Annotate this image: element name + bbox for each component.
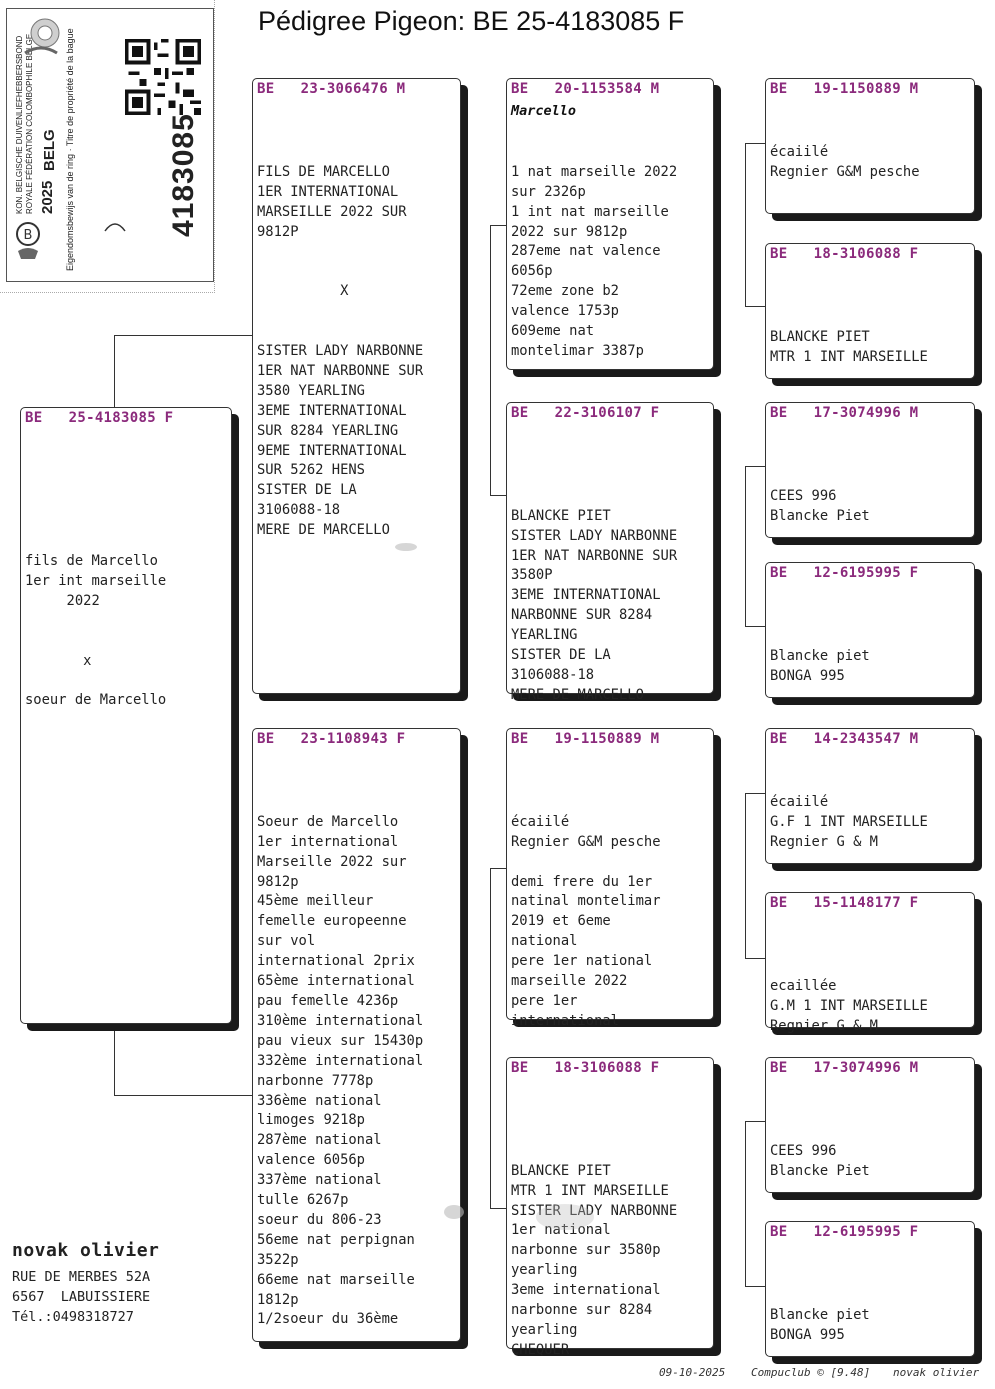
ring-year: 2025 bbox=[39, 180, 56, 214]
connector-line bbox=[745, 626, 765, 627]
federation-logo-icon bbox=[13, 219, 43, 269]
ring-number: BE 23-3066476 M bbox=[257, 81, 406, 97]
paternal-granddam-card bbox=[506, 402, 714, 703]
pigeon-notes: FILS DE MARCELLO 1ER INTERNATIONAL MARSEILLE 2022 SUR 9812P X SISTER LADY NARBONNE 1ER NAT NARBONNE SUR 3580 YEARLING 3EME INTERNATIONAL SUR 8284 YEARLING 9EME INTERNATIONAL SUR 5262 HENS SISTER DE LA 3106088-18 MERE DE MARCELLO bbox=[257, 163, 424, 539]
pigeon-name: Marcello bbox=[511, 103, 577, 119]
maternal-granddam-card bbox=[506, 1057, 714, 1358]
footer-owner: novak olivier bbox=[893, 1366, 980, 1379]
pigeon-notes: BLANCKE PIET MTR 1 INT MARSEILLE SISTER LADY NARBONNE 1er national narbonne sur 3580p yearling 3eme international narbonne sur 8284 yearling CHEQUER bbox=[511, 1162, 678, 1358]
ring-number: BE 20-1153584 M bbox=[511, 81, 660, 97]
ring-number: BE 23-1108943 F bbox=[257, 731, 406, 747]
scan-smudge bbox=[536, 1204, 594, 1230]
scan-smudge bbox=[444, 1205, 464, 1219]
print-date: 09-10-2025 bbox=[659, 1366, 726, 1379]
pigeon-notes: CEES 996 Blancke Piet bbox=[770, 1142, 870, 1179]
pigeon-notes: 1 nat marseille 2022 sur 2326p 1 int nat marseille 2022 sur 9812p 287eme nat valence 6056p 72eme zone b2 valence 1753p 609eme nat montelimar 3387p bbox=[511, 163, 678, 359]
ring-number: BE 25-4183085 F bbox=[25, 410, 174, 426]
subject-notes: fils de Marcello 1er int marseille 2022 x soeur de Marcello bbox=[25, 553, 167, 709]
great-grandparent-card bbox=[765, 562, 975, 698]
pigeon-notes: CEES 996 Blancke Piet bbox=[770, 487, 870, 524]
connector-line bbox=[490, 868, 506, 869]
owner-address: RUE DE MERBES 52A 6567 LABUISSIERE Tél.:0498318727 bbox=[12, 1269, 151, 1325]
pigeon-notes: écaiilé Regnier G&M pesche bbox=[770, 143, 920, 180]
dam-card bbox=[252, 728, 461, 1342]
connector-line bbox=[490, 495, 506, 496]
paternal-grandsire-card bbox=[506, 78, 714, 370]
pigeon-notes: Blancke piet BONGA 995 bbox=[770, 1306, 870, 1343]
qr-code-icon bbox=[125, 39, 201, 115]
connector-line bbox=[490, 225, 491, 495]
pigeon-notes: ecaillée G.M 1 INT MARSEILLE Regnier G & M bbox=[770, 977, 928, 1034]
connector-line bbox=[114, 1023, 115, 1096]
ring-number: BE 14-2343547 M bbox=[770, 731, 919, 747]
connector-line bbox=[490, 868, 491, 1208]
connector-line bbox=[745, 466, 746, 626]
connector-line bbox=[745, 143, 746, 306]
pigeon-notes: BLANCKE PIET SISTER LADY NARBONNE 1ER NAT NARBONNE SUR 3580P 3EME INTERNATIONAL NARBONNE SUR 8284 YEARLING SISTER DE LA 3106088-18 MERE DE MARCELLO bbox=[511, 507, 678, 703]
pigeon-notes: BLANCKE PIET MTR 1 INT MARSEILLE bbox=[770, 328, 928, 365]
ring-number: BE 22-3106107 F bbox=[511, 405, 660, 421]
ring-number: BE 12-6195995 F bbox=[770, 565, 919, 581]
ring-number: BE 19-1150889 M bbox=[770, 81, 919, 97]
great-grandparent-card bbox=[765, 1221, 975, 1357]
connector-line bbox=[745, 1121, 746, 1286]
connector-line bbox=[745, 143, 765, 144]
page-title: Pédigree Pigeon: BE 25-4183085 F bbox=[258, 6, 685, 36]
connector-line bbox=[745, 466, 765, 467]
ring-number: BE 18-3106088 F bbox=[770, 246, 919, 262]
subject-pigeon-card bbox=[20, 407, 232, 1024]
pigeon-notes: Soeur de Marcello 1er international Marseille 2022 sur 9812p 45ème meilleur femelle europeenne sur vol international 2prix 65ème international pau femelle 4236p 310ème international pau vieux sur 15430p 332ème international narbonne 7778p 336ème national limoges 9218p 287ème national valence 6056p 337ème national tulle 6267p soeur du 806-23 56eme nat perpignan 3522p 66eme nat marseille 1812p 1/2soeur du 36ème bbox=[257, 813, 424, 1328]
ring-number: BE 12-6195995 F bbox=[770, 1224, 919, 1240]
connector-line bbox=[114, 335, 252, 336]
pigeon-notes: Blancke piet BONGA 995 bbox=[770, 647, 870, 684]
connector-line bbox=[490, 1208, 506, 1209]
ring-number: BE 18-3106088 F bbox=[511, 1060, 660, 1076]
ring-number: 4183085 bbox=[167, 113, 200, 237]
federation-line1: KON. BELGISCHE DUIVENLIEFHEBBERSBOND bbox=[15, 35, 24, 214]
ring-number: BE 17-3074996 M bbox=[770, 405, 919, 421]
ring-emblem-icon bbox=[21, 13, 61, 63]
great-grandparent-card bbox=[765, 1057, 975, 1193]
connector-line bbox=[745, 306, 765, 307]
pigeon-notes: écaiilé G.F 1 INT MARSEILLE Regnier G & M bbox=[770, 793, 928, 850]
software-credit: Compuclub © [9.48] bbox=[751, 1366, 871, 1379]
ring-number: BE 17-3074996 M bbox=[770, 1060, 919, 1076]
svg-text:B: B bbox=[23, 228, 33, 243]
ring-ownership-card bbox=[6, 8, 214, 282]
scan-smudge bbox=[395, 543, 417, 551]
connector-line bbox=[745, 958, 765, 959]
ring-number: BE 15-1148177 F bbox=[770, 895, 919, 911]
ring-number: BE 19-1150889 M bbox=[511, 731, 660, 747]
owner-name: novak olivier bbox=[12, 1240, 160, 1261]
maternal-grandsire-card bbox=[506, 728, 714, 1029]
ownership-text: Eigendomsbewijs van de ring · Titre de propriété de la bague bbox=[65, 28, 75, 271]
connector-line bbox=[490, 225, 506, 226]
pigeon-notes: écaiilé Regnier G&M pesche demi frere du 1er natinal montelimar 2019 et 6eme national pere 1er national marseille 2022 pere 1er international bbox=[511, 813, 661, 1029]
connector-line bbox=[745, 793, 765, 794]
connector-line bbox=[745, 1121, 765, 1122]
great-grandparent-card bbox=[765, 402, 975, 538]
connector-line bbox=[745, 1286, 765, 1287]
federation-line2: ROYALE FÉDÉRATION COLOMBOPHILE BELGE bbox=[25, 33, 34, 214]
connector-line bbox=[114, 335, 115, 408]
card-slot-icon bbox=[103, 219, 127, 233]
connector-line bbox=[745, 793, 746, 958]
connector-line bbox=[114, 1095, 252, 1096]
great-grandparent-card bbox=[765, 728, 975, 864]
great-grandparent-card bbox=[765, 892, 975, 1034]
ring-country: BELG bbox=[41, 129, 58, 171]
sire-card bbox=[252, 78, 461, 694]
great-grandparent-card bbox=[765, 243, 975, 379]
great-grandparent-card bbox=[765, 78, 975, 214]
